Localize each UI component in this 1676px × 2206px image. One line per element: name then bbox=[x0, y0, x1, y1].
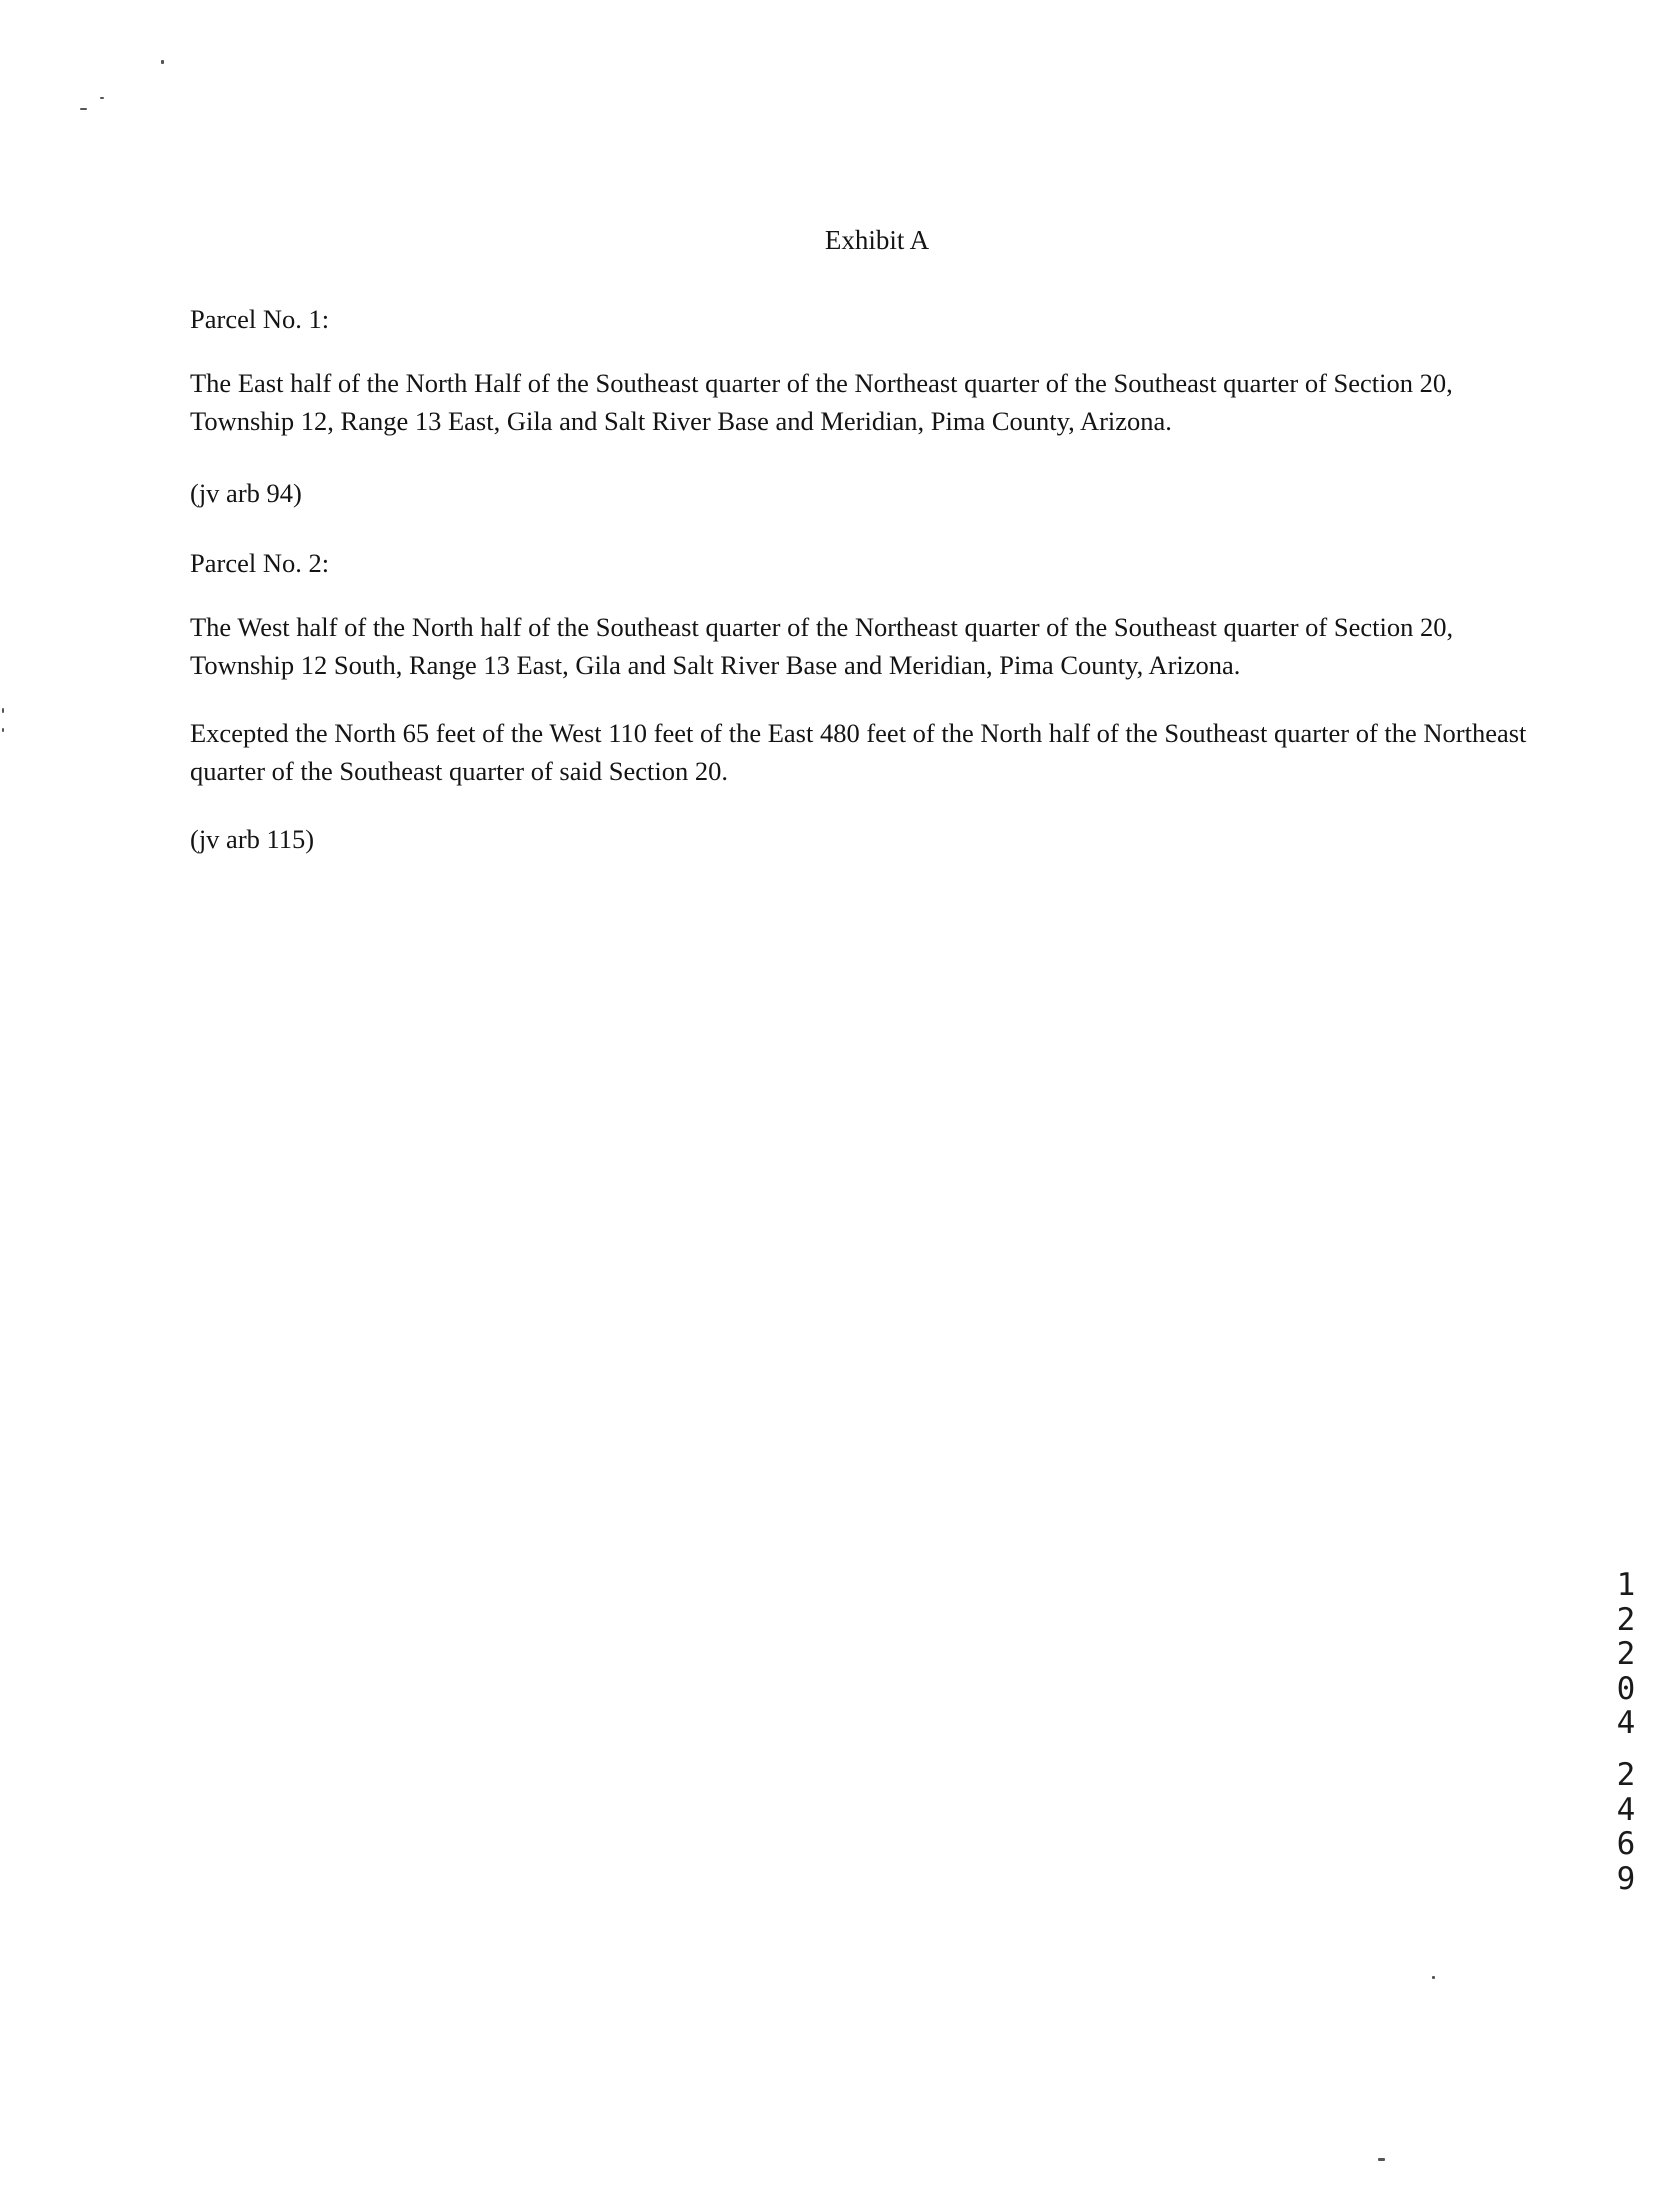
stamp-digit: 2 bbox=[1616, 1757, 1636, 1793]
scan-speck bbox=[1432, 1976, 1435, 1979]
scan-speck bbox=[2, 708, 4, 713]
exhibit-title: Exhibit A bbox=[824, 225, 930, 255]
parcel-1-heading: Parcel No. 1: bbox=[190, 304, 330, 334]
scan-speck bbox=[80, 108, 87, 110]
stamp-digit: 2 bbox=[1616, 1601, 1636, 1638]
stamp-digit: 4 bbox=[1616, 1791, 1636, 1828]
parcel-1-description: The East half of the North Half of the Southeast quarter of the Northeast quarter of the Southeast quarter of Section 20, Township 12, Range 13 East, Gila and Salt River Base and Meridian, Pima County, Arizona. bbox=[190, 368, 1453, 436]
scan-speck bbox=[100, 97, 104, 99]
parcel-2-heading: Parcel No. 2: bbox=[190, 548, 330, 578]
stamp-digit: 9 bbox=[1616, 1860, 1636, 1897]
stamp-digit: 4 bbox=[1616, 1705, 1636, 1741]
parcel-2-description: The West half of the North half of the Southeast quarter of the Northeast quarter of the Southeast quarter of Section 20, Township 12 South, Range 13 East, Gila and Salt River Base and Meridian, Pima County, Arizona. bbox=[190, 612, 1454, 680]
parcel-2-exception: Excepted the North 65 feet of the West 110 feet of the East 480 feet of the North half of the Southeast quarter of the Northeast quarter of the Southeast quarter of said Section 20. bbox=[190, 718, 1527, 786]
recording-stamp-group-2 bbox=[1604, 1758, 1648, 1896]
stamp-digit: 2 bbox=[1616, 1636, 1636, 1672]
stamp-digit: 1 bbox=[1616, 1567, 1636, 1603]
scan-speck bbox=[2, 728, 4, 732]
stamp-digit: 6 bbox=[1616, 1826, 1636, 1862]
parcel-1-reference: (jv arb 94) bbox=[190, 478, 302, 508]
recording-stamp-group-1 bbox=[1604, 1568, 1648, 1741]
scan-speck bbox=[161, 60, 164, 64]
stamp-digit: 0 bbox=[1616, 1670, 1636, 1707]
parcel-2-reference: (jv arb 115) bbox=[190, 824, 315, 854]
scan-speck bbox=[1378, 2158, 1385, 2161]
